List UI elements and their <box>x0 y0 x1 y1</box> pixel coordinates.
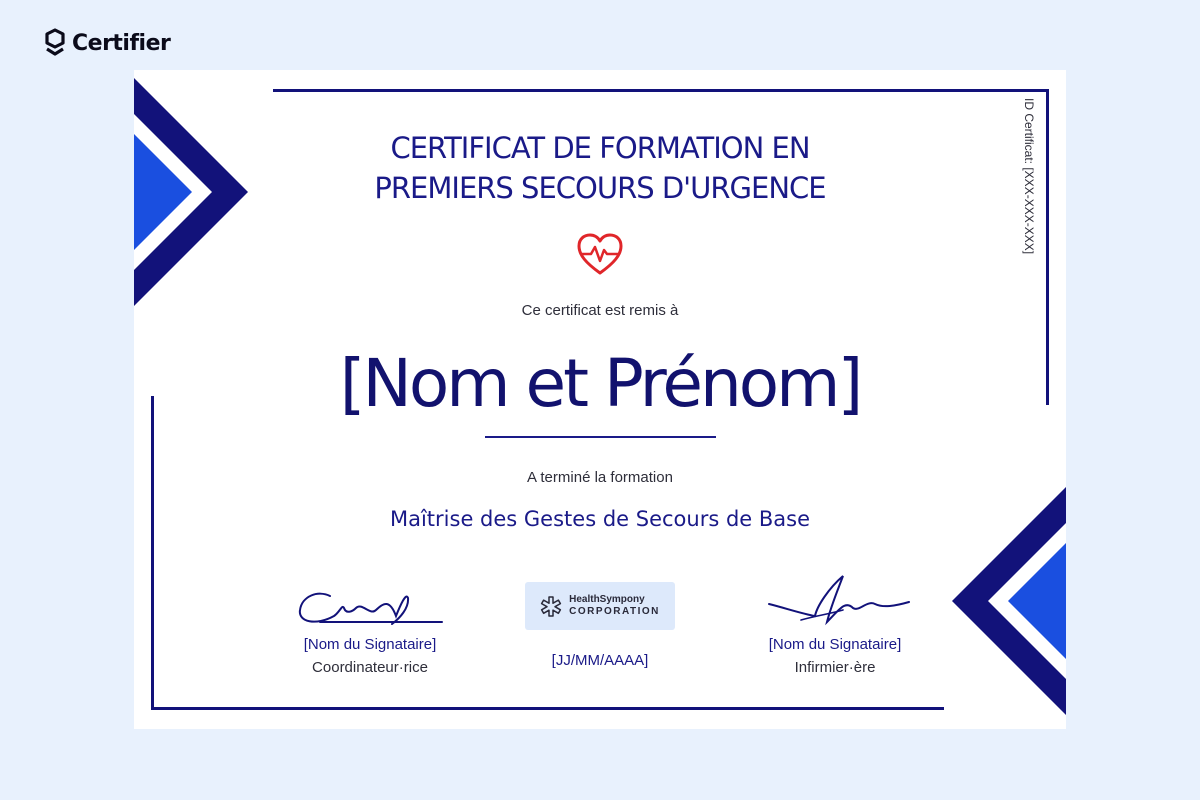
course-name: Maîtrise des Gestes de Secours de Base <box>389 507 811 531</box>
brand <box>44 28 170 58</box>
star-of-life-icon <box>540 595 562 617</box>
brand-name: Certifier <box>72 30 171 56</box>
completed-text: A terminé la formation <box>527 469 673 486</box>
recipient-name: [Nom et Prénom] <box>339 345 861 422</box>
signatory-left <box>270 582 470 676</box>
title-line-1: CERTIFICAT DE FORMATION EN <box>390 131 810 165</box>
heartbeat-heart-icon <box>576 232 624 276</box>
certificate-title <box>134 128 1066 208</box>
title-line-2: PREMIERS SECOURS D'URGENCE <box>374 171 826 205</box>
frame-left-rule <box>151 396 154 710</box>
signatory-right-name: [Nom du Signataire] <box>768 636 902 653</box>
certifier-logo-icon <box>44 28 66 58</box>
signature-right <box>755 570 915 632</box>
certificate-id: ID Certificat: [XXX-XXX-XXX] <box>1022 98 1036 255</box>
logo-line-1: HealthSympony <box>569 594 645 605</box>
signatory-left-role: Coordinateur·rice <box>312 659 428 676</box>
certificate-date: [JJ/MM/AAAA] <box>551 652 649 669</box>
name-underline <box>485 436 716 438</box>
signatory-right <box>735 570 935 676</box>
company-logo <box>525 582 675 630</box>
logo-text <box>569 594 660 618</box>
signatory-left-name: [Nom du Signataire] <box>303 636 437 653</box>
signature-left <box>290 582 450 632</box>
certificate <box>134 70 1066 729</box>
logo-line-2: CORPORATION <box>569 606 660 617</box>
frame-bottom-rule <box>151 707 944 710</box>
frame-top-rule <box>273 89 1049 92</box>
signatory-right-role: Infirmier·ère <box>794 659 876 676</box>
presented-to-text: Ce certificat est remis à <box>521 302 679 319</box>
